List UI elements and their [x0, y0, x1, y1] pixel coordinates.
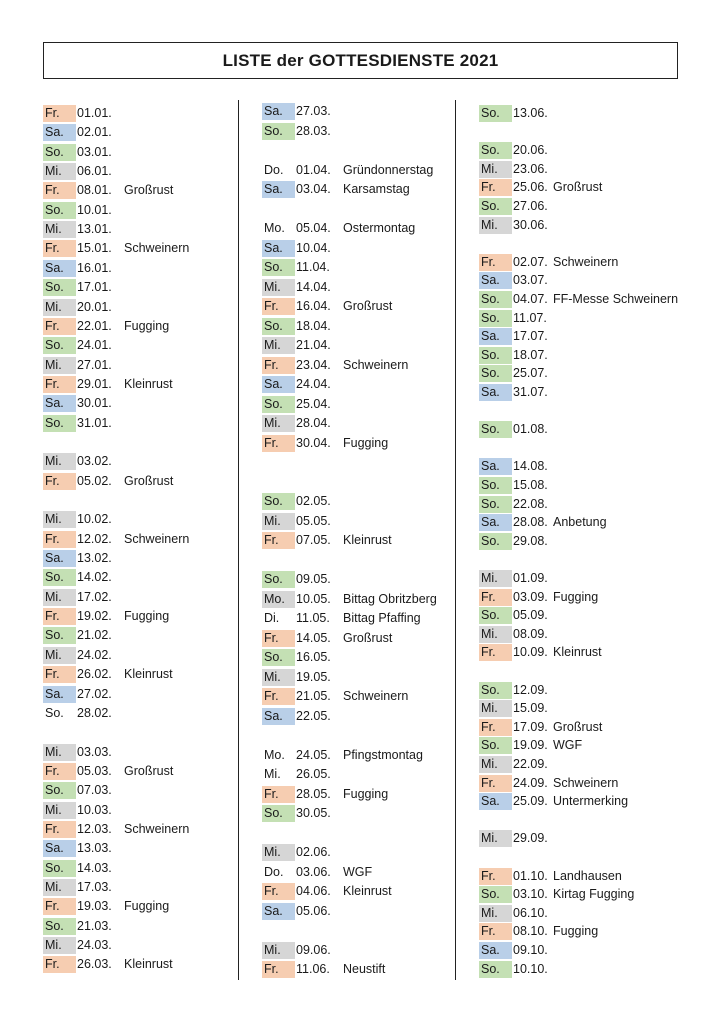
service-date: 20.01.	[77, 300, 112, 314]
service-date: 07.03.	[77, 783, 112, 797]
service-date: 30.04.	[296, 436, 331, 450]
weekday-label: Fr.	[479, 644, 512, 661]
service-date: 01.01.	[77, 106, 112, 120]
service-date: 20.06.	[513, 143, 548, 157]
service-location: Fugging	[124, 899, 170, 913]
weekday-label: So.	[43, 144, 76, 161]
service-location: WGF	[343, 865, 373, 879]
weekday-label: So.	[479, 291, 512, 308]
weekday-label: Mi.	[479, 626, 512, 643]
service-date: 28.02.	[77, 706, 112, 720]
service-date: 14.03.	[77, 861, 112, 875]
service-date: 07.05.	[296, 533, 331, 547]
service-date: 10.04.	[296, 241, 331, 255]
service-date: 03.06.	[296, 865, 331, 879]
service-date: 16.05.	[296, 650, 331, 664]
weekday-label: Mi.	[262, 669, 295, 686]
service-date: 30.06.	[513, 218, 548, 232]
service-date: 31.01.	[77, 416, 112, 430]
service-location: Karsamstag	[343, 182, 410, 196]
service-date: 26.03.	[77, 957, 112, 971]
service-date: 14.02.	[77, 570, 112, 584]
service-date: 02.07.	[513, 255, 548, 269]
service-date: 11.04.	[296, 260, 330, 274]
service-date: 24.02.	[77, 648, 112, 662]
weekday-label: Fr.	[43, 182, 76, 199]
service-date: 10.01.	[77, 203, 112, 217]
service-location: Kleinrust	[553, 645, 602, 659]
service-date: 10.03.	[77, 803, 112, 817]
service-date: 01.09.	[513, 571, 548, 585]
service-location: Fugging	[343, 436, 389, 450]
weekday-label: Fr.	[262, 883, 295, 900]
weekday-label: Fr.	[43, 608, 76, 625]
weekday-label: So.	[479, 961, 512, 978]
service-location: Schweinern	[124, 241, 190, 255]
weekday-label: Mi.	[479, 756, 512, 773]
weekday-label: So.	[262, 396, 295, 413]
weekday-label: Fr.	[43, 240, 76, 257]
service-location: Kleinrust	[343, 533, 392, 547]
service-location: Großrust	[124, 183, 174, 197]
service-date: 09.05.	[296, 572, 331, 586]
service-date: 03.02.	[77, 454, 112, 468]
service-location: Fugging	[343, 787, 389, 801]
weekday-label: Sa.	[479, 272, 512, 289]
weekday-label: So.	[479, 198, 512, 215]
service-location: Ostermontag	[343, 221, 416, 235]
service-date: 27.06.	[513, 199, 548, 213]
weekday-label: Mi.	[43, 937, 76, 954]
weekday-label: Mi.	[43, 221, 76, 238]
weekday-label: Sa.	[479, 458, 512, 475]
weekday-label: Mi.	[43, 299, 76, 316]
service-date: 05.03.	[77, 764, 112, 778]
service-date: 29.08.	[513, 534, 548, 548]
service-date: 08.09.	[513, 627, 548, 641]
service-location: Anbetung	[553, 515, 607, 529]
weekday-label: So.	[43, 860, 76, 877]
weekday-label: So.	[43, 202, 76, 219]
service-location: Kleinrust	[343, 884, 392, 898]
weekday-label: Mi.	[43, 511, 76, 528]
service-date: 06.01.	[77, 164, 112, 178]
service-date: 17.09.	[513, 720, 548, 734]
service-date: 24.09.	[513, 776, 548, 790]
weekday-label: Fr.	[479, 923, 512, 940]
column-divider-right	[455, 100, 456, 980]
service-location: WGF	[553, 738, 583, 752]
weekday-label: Fr.	[43, 666, 76, 683]
service-date: 28.03.	[296, 124, 331, 138]
weekday-label: Di.	[264, 611, 280, 625]
weekday-label: So.	[43, 918, 76, 935]
weekday-label: So.	[479, 310, 512, 327]
service-date: 10.09.	[513, 645, 548, 659]
service-date: 12.09.	[513, 683, 548, 697]
service-date: 28.04.	[296, 416, 331, 430]
service-location: Fugging	[553, 924, 599, 938]
service-date: 27.01.	[77, 358, 112, 372]
service-date: 02.05.	[296, 494, 331, 508]
weekday-label: Sa.	[262, 103, 295, 120]
service-date: 17.03.	[77, 880, 112, 894]
service-date: 21.05.	[296, 689, 331, 703]
service-location: Großrust	[553, 180, 603, 194]
weekday-label: So.	[43, 279, 76, 296]
page-title: LISTE der GOTTESDIENSTE 2021	[43, 42, 678, 79]
weekday-label: Fr.	[43, 473, 76, 490]
service-date: 26.02.	[77, 667, 112, 681]
service-date: 12.03.	[77, 822, 112, 836]
weekday-label: Mi.	[262, 942, 295, 959]
weekday-label: Fr.	[479, 868, 512, 885]
service-date: 04.07.	[513, 292, 548, 306]
weekday-label: So.	[479, 886, 512, 903]
service-date: 08.10.	[513, 924, 548, 938]
weekday-label: So.	[45, 706, 64, 720]
service-date: 05.02.	[77, 474, 112, 488]
weekday-label: Mo.	[262, 591, 295, 608]
weekday-label: Mo.	[264, 221, 285, 235]
weekday-label: So.	[479, 533, 512, 550]
column-divider-left	[238, 100, 239, 980]
service-date: 18.07.	[513, 348, 548, 362]
service-date: 03.07.	[513, 273, 548, 287]
service-date: 15.09.	[513, 701, 548, 715]
service-date: 18.04.	[296, 319, 331, 333]
weekday-label: Mi.	[43, 647, 76, 664]
service-date: 05.09.	[513, 608, 548, 622]
service-date: 26.05.	[296, 767, 331, 781]
weekday-label: So.	[262, 649, 295, 666]
service-location: Fugging	[553, 590, 599, 604]
weekday-label: Sa.	[262, 376, 295, 393]
service-date: 03.09.	[513, 590, 548, 604]
weekday-label: Mi.	[43, 163, 76, 180]
service-date: 29.01.	[77, 377, 112, 391]
service-date: 27.02.	[77, 687, 112, 701]
weekday-label: So.	[43, 627, 76, 644]
service-date: 03.10.	[513, 887, 548, 901]
weekday-label: Mi.	[264, 767, 281, 781]
weekday-label: Mi.	[479, 700, 512, 717]
service-location: Schweinern	[343, 358, 409, 372]
service-date: 11.05.	[296, 611, 330, 625]
service-location: Kirtag Fugging	[553, 887, 635, 901]
weekday-label: Fr.	[262, 961, 295, 978]
service-location: Großrust	[124, 764, 174, 778]
weekday-label: So.	[479, 607, 512, 624]
weekday-label: So.	[262, 318, 295, 335]
weekday-label: Mi.	[262, 844, 295, 861]
service-date: 24.05.	[296, 748, 331, 762]
weekday-label: Mi.	[479, 570, 512, 587]
weekday-label: Fr.	[262, 688, 295, 705]
service-location: Großrust	[124, 474, 174, 488]
service-date: 12.02.	[77, 532, 112, 546]
service-date: 10.05.	[296, 592, 331, 606]
service-date: 02.01.	[77, 125, 112, 139]
service-date: 19.09.	[513, 738, 548, 752]
weekday-label: Sa.	[479, 793, 512, 810]
service-date: 22.09.	[513, 757, 548, 771]
weekday-label: Do.	[264, 163, 284, 177]
weekday-label: Sa.	[43, 395, 76, 412]
weekday-label: Fr.	[479, 254, 512, 271]
service-date: 19.05.	[296, 670, 331, 684]
weekday-label: Fr.	[479, 179, 512, 196]
weekday-label: Sa.	[262, 181, 295, 198]
service-date: 15.08.	[513, 478, 548, 492]
service-date: 30.01.	[77, 396, 112, 410]
weekday-label: Fr.	[262, 357, 295, 374]
service-date: 25.06.	[513, 180, 548, 194]
service-date: 03.01.	[77, 145, 112, 159]
service-date: 09.06.	[296, 943, 331, 957]
service-location: Großrust	[343, 299, 393, 313]
service-date: 06.10.	[513, 906, 548, 920]
weekday-label: Fr.	[262, 435, 295, 452]
weekday-label: Fr.	[262, 298, 295, 315]
service-location: Großrust	[343, 631, 393, 645]
service-date: 02.06.	[296, 845, 331, 859]
service-date: 17.02.	[77, 590, 112, 604]
service-location: Kleinrust	[124, 377, 173, 391]
weekday-label: Mo.	[264, 748, 285, 762]
weekday-label: So.	[479, 365, 512, 382]
service-date: 24.01.	[77, 338, 112, 352]
service-date: 30.05.	[296, 806, 331, 820]
service-date: 31.07.	[513, 385, 548, 399]
service-date: 23.04.	[296, 358, 331, 372]
weekday-label: Do.	[264, 865, 284, 879]
weekday-label: Mi.	[43, 802, 76, 819]
weekday-label: Mi.	[479, 830, 512, 847]
service-date: 14.08.	[513, 459, 548, 473]
service-date: 25.09.	[513, 794, 548, 808]
service-location: Kleinrust	[124, 957, 173, 971]
service-date: 01.08.	[513, 422, 548, 436]
weekday-label: Mi.	[262, 337, 295, 354]
weekday-label: So.	[262, 571, 295, 588]
weekday-label: So.	[43, 569, 76, 586]
service-date: 01.10.	[513, 869, 548, 883]
service-location: FF-Messe Schweinern	[553, 292, 679, 306]
weekday-label: So.	[43, 337, 76, 354]
service-date: 21.04.	[296, 338, 331, 352]
weekday-label: Fr.	[262, 630, 295, 647]
weekday-label: Mi.	[262, 415, 295, 432]
service-date: 19.02.	[77, 609, 112, 623]
service-date: 08.01.	[77, 183, 112, 197]
weekday-label: Sa.	[43, 686, 76, 703]
weekday-label: So.	[479, 682, 512, 699]
service-date: 11.07.	[513, 311, 547, 325]
weekday-label: Fr.	[262, 786, 295, 803]
service-date: 14.04.	[296, 280, 331, 294]
weekday-label: Fr.	[479, 589, 512, 606]
service-date: 11.06.	[296, 962, 330, 976]
service-location: Fugging	[124, 319, 170, 333]
service-location: Landhausen	[553, 869, 622, 883]
service-date: 01.04.	[296, 163, 331, 177]
service-location: Bittag Obritzberg	[343, 592, 437, 606]
service-location: Untermerking	[553, 794, 629, 808]
service-date: 22.01.	[77, 319, 112, 333]
weekday-label: So.	[479, 477, 512, 494]
service-date: 13.02.	[77, 551, 112, 565]
service-date: 05.04.	[296, 221, 331, 235]
weekday-label: Mi.	[479, 161, 512, 178]
weekday-label: So.	[479, 347, 512, 364]
weekday-label: Mi.	[479, 217, 512, 234]
weekday-label: Sa.	[43, 124, 76, 141]
service-location: Schweinern	[124, 822, 190, 836]
weekday-label: Sa.	[43, 840, 76, 857]
service-date: 14.05.	[296, 631, 331, 645]
weekday-label: So.	[479, 496, 512, 513]
service-location: Schweinern	[553, 255, 619, 269]
service-date: 03.03.	[77, 745, 112, 759]
service-date: 24.04.	[296, 377, 331, 391]
service-location: Kleinrust	[124, 667, 173, 681]
weekday-label: Fr.	[43, 318, 76, 335]
weekday-label: Fr.	[43, 898, 76, 915]
service-date: 13.03.	[77, 841, 112, 855]
weekday-label: Fr.	[479, 719, 512, 736]
service-date: 27.03.	[296, 104, 331, 118]
weekday-label: So.	[43, 415, 76, 432]
service-location: Schweinern	[343, 689, 409, 703]
service-date: 03.04.	[296, 182, 331, 196]
service-location: Schweinern	[124, 532, 190, 546]
weekday-label: Sa.	[479, 514, 512, 531]
weekday-label: Fr.	[43, 956, 76, 973]
weekday-label: Mi.	[479, 905, 512, 922]
weekday-label: Sa.	[479, 384, 512, 401]
service-location: Großrust	[553, 720, 603, 734]
weekday-label: Mi.	[262, 279, 295, 296]
weekday-label: Sa.	[262, 708, 295, 725]
service-date: 04.06.	[296, 884, 331, 898]
service-date: 13.06.	[513, 106, 548, 120]
service-date: 17.01.	[77, 280, 112, 294]
weekday-label: So.	[479, 142, 512, 159]
service-location: Neustift	[343, 962, 386, 976]
weekday-label: Mi.	[43, 744, 76, 761]
service-date: 21.03.	[77, 919, 112, 933]
service-date: 09.10.	[513, 943, 548, 957]
weekday-label: Mi.	[43, 879, 76, 896]
service-date: 21.02.	[77, 628, 112, 642]
service-date: 29.09.	[513, 831, 548, 845]
weekday-label: Sa.	[262, 240, 295, 257]
service-date: 23.06.	[513, 162, 548, 176]
weekday-label: Sa.	[43, 550, 76, 567]
service-date: 25.04.	[296, 397, 331, 411]
service-location: Fugging	[124, 609, 170, 623]
service-date: 19.03.	[77, 899, 112, 913]
weekday-label: So.	[479, 737, 512, 754]
service-date: 10.02.	[77, 512, 112, 526]
service-date: 28.05.	[296, 787, 331, 801]
weekday-label: Fr.	[43, 105, 76, 122]
weekday-label: Fr.	[43, 531, 76, 548]
service-date: 16.04.	[296, 299, 331, 313]
weekday-label: So.	[262, 259, 295, 276]
weekday-label: Mi.	[43, 453, 76, 470]
weekday-label: So.	[262, 123, 295, 140]
weekday-label: So.	[479, 105, 512, 122]
service-date: 22.05.	[296, 709, 331, 723]
weekday-label: Sa.	[43, 260, 76, 277]
service-location: Gründonnerstag	[343, 163, 434, 177]
weekday-label: So.	[43, 782, 76, 799]
service-location: Pfingstmontag	[343, 748, 423, 762]
service-date: 05.05.	[296, 514, 331, 528]
weekday-label: Fr.	[43, 821, 76, 838]
service-date: 24.03.	[77, 938, 112, 952]
weekday-label: Fr.	[479, 775, 512, 792]
weekday-label: So.	[479, 421, 512, 438]
service-date: 16.01.	[77, 261, 112, 275]
weekday-label: Sa.	[262, 903, 295, 920]
service-location: Schweinern	[553, 776, 619, 790]
weekday-label: Sa.	[479, 328, 512, 345]
service-date: 28.08.	[513, 515, 548, 529]
weekday-label: Mi.	[43, 357, 76, 374]
service-date: 10.10.	[513, 962, 548, 976]
weekday-label: Fr.	[43, 763, 76, 780]
service-date: 22.08.	[513, 497, 548, 511]
service-date: 17.07.	[513, 329, 548, 343]
weekday-label: So.	[262, 805, 295, 822]
service-location: Bittag Pfaffing	[343, 611, 421, 625]
service-date: 05.06.	[296, 904, 331, 918]
weekday-label: Sa.	[479, 942, 512, 959]
weekday-label: Mi.	[43, 589, 76, 606]
service-date: 25.07.	[513, 366, 548, 380]
weekday-label: Fr.	[262, 532, 295, 549]
service-date: 15.01.	[77, 241, 112, 255]
service-date: 13.01.	[77, 222, 112, 236]
weekday-label: Mi.	[262, 513, 295, 530]
weekday-label: Fr.	[43, 376, 76, 393]
weekday-label: So.	[262, 493, 295, 510]
